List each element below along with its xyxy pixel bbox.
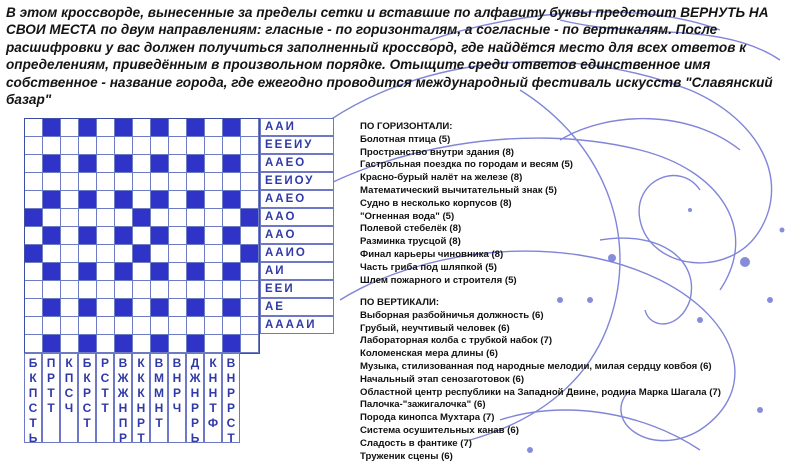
grid-cell-black xyxy=(79,191,97,209)
grid-cell[interactable] xyxy=(97,191,115,209)
vertical-clues-title: ПО ВЕРТИКАЛИ: xyxy=(360,297,440,308)
clue-item: Труженик сцены (6) xyxy=(360,450,453,462)
crossword-grid xyxy=(24,118,260,354)
row-letters: ЕЕЕИУ xyxy=(260,136,334,154)
grid-cell-black xyxy=(223,227,241,245)
grid-cell[interactable] xyxy=(25,317,43,335)
grid-cell-black xyxy=(223,191,241,209)
row-letters: ЕЕИОУ xyxy=(260,172,334,190)
grid-cell-black xyxy=(151,155,169,173)
clue-item: Пространство внутри здания (8) xyxy=(360,146,514,158)
grid-cell-black xyxy=(151,299,169,317)
clue-item: Система осушительных канав (6) xyxy=(360,424,519,436)
grid-cell[interactable] xyxy=(61,173,79,191)
grid-cell-black xyxy=(115,335,133,353)
grid-cell-black xyxy=(151,119,169,137)
grid-cell-black xyxy=(187,227,205,245)
column-letters: К Н Н Т Ф xyxy=(204,353,222,443)
column-letters: К К К Н Р Т xyxy=(132,353,150,443)
grid-cell-black xyxy=(223,119,241,137)
grid-cell[interactable] xyxy=(133,317,151,335)
grid-cell[interactable] xyxy=(187,281,205,299)
grid-cell[interactable] xyxy=(61,245,79,263)
grid-cell[interactable] xyxy=(133,227,151,245)
grid-cell[interactable] xyxy=(97,317,115,335)
grid-cell[interactable] xyxy=(187,173,205,191)
grid-cell[interactable] xyxy=(25,155,43,173)
column-letters: Б К П С Т Ь xyxy=(24,353,42,443)
grid-cell-black xyxy=(241,209,259,227)
grid-cell[interactable] xyxy=(97,119,115,137)
grid-cell[interactable] xyxy=(169,245,187,263)
clue-item: Красно-бурый налёт на железе (8) xyxy=(360,172,523,184)
grid-cell[interactable] xyxy=(241,263,259,281)
grid-cell[interactable] xyxy=(133,155,151,173)
grid-cell[interactable] xyxy=(187,209,205,227)
grid-cell[interactable] xyxy=(79,209,97,227)
grid-cell[interactable] xyxy=(169,137,187,155)
grid-cell[interactable] xyxy=(97,155,115,173)
grid-cell-black xyxy=(187,299,205,317)
column-consonants-list xyxy=(24,353,258,443)
grid-cell-black xyxy=(187,155,205,173)
grid-cell[interactable] xyxy=(169,191,187,209)
grid-cell-black xyxy=(151,335,169,353)
grid-cell[interactable] xyxy=(25,263,43,281)
clue-item: "Огненная вода" (5) xyxy=(360,210,455,222)
instructions-text: В этом кроссворде, вынесенные за пределы сетки и вставшие по алфавиту буквы предстоит ВЕРНУТЬ НА СВОИ МЕСТА по двум направлениям: гласные - по горизонталям, а согласные - по вертикалям. После расшифровки у вас должен получиться заполненный кроссворд, где найдётся место для всех ответов к определениям, приведённым в произвольном порядке. Отыщите среди ответов единственное имя собственное - название города, где ежегодно проводится международный фестиваль искусств "Славянский базар" xyxy=(6,5,773,108)
grid-cell[interactable] xyxy=(205,209,223,227)
row-letters: ААААИ xyxy=(260,316,334,334)
grid-cell[interactable] xyxy=(187,137,205,155)
grid-cell[interactable] xyxy=(205,245,223,263)
grid-cell[interactable] xyxy=(115,317,133,335)
column-letters: Р С Т Т xyxy=(96,353,114,443)
grid-cell[interactable] xyxy=(241,137,259,155)
grid-cell[interactable] xyxy=(205,173,223,191)
clue-item: Сладость в фантике (7) xyxy=(360,437,472,449)
grid-cell[interactable] xyxy=(241,191,259,209)
grid-cell[interactable] xyxy=(241,299,259,317)
grid-cell-black xyxy=(43,263,61,281)
grid-cell[interactable] xyxy=(151,245,169,263)
grid-cell[interactable] xyxy=(79,245,97,263)
grid-cell[interactable] xyxy=(25,173,43,191)
clue-item: Разминка трусцой (8) xyxy=(360,236,461,248)
grid-cell[interactable] xyxy=(205,227,223,245)
grid-cell[interactable] xyxy=(115,245,133,263)
grid-cell-black xyxy=(43,299,61,317)
grid-cell-black xyxy=(43,119,61,137)
grid-cell-black xyxy=(151,191,169,209)
clue-item: Начальный этап сенозаготовок (6) xyxy=(360,373,525,385)
grid-cell[interactable] xyxy=(97,137,115,155)
clue-item: Математический вычитательный знак (5) xyxy=(360,184,557,196)
grid-cell[interactable] xyxy=(43,281,61,299)
grid-cell-black xyxy=(187,263,205,281)
grid-cell[interactable] xyxy=(97,245,115,263)
grid-cell[interactable] xyxy=(79,137,97,155)
grid-cell[interactable] xyxy=(241,119,259,137)
row-letters: АИ xyxy=(260,262,334,280)
clue-item: Шлем пожарного и строителя (5) xyxy=(360,274,517,286)
grid-cell[interactable] xyxy=(97,227,115,245)
grid-cell[interactable] xyxy=(169,173,187,191)
grid-cell[interactable] xyxy=(223,209,241,227)
grid-cell[interactable] xyxy=(205,155,223,173)
grid-cell-black xyxy=(133,245,151,263)
grid-cell-black xyxy=(79,155,97,173)
grid-cell-black xyxy=(43,335,61,353)
grid-cell[interactable] xyxy=(133,191,151,209)
grid-cell[interactable] xyxy=(241,317,259,335)
grid-cell[interactable] xyxy=(205,263,223,281)
grid-cell-black xyxy=(115,119,133,137)
clue-item: Палочка-"зажигалочка" (6) xyxy=(360,399,486,411)
row-letters: ААО xyxy=(260,226,334,244)
grid-cell[interactable] xyxy=(25,137,43,155)
grid-cell[interactable] xyxy=(25,227,43,245)
grid-cell[interactable] xyxy=(61,227,79,245)
grid-cell[interactable] xyxy=(115,209,133,227)
grid-cell[interactable] xyxy=(241,155,259,173)
grid-cell[interactable] xyxy=(61,281,79,299)
horizontal-clues-title: ПО ГОРИЗОНТАЛИ: xyxy=(360,121,453,132)
clue-item: Финал карьеры чиновника (8) xyxy=(360,248,504,260)
grid-cell-black xyxy=(187,335,205,353)
grid-cell[interactable] xyxy=(241,281,259,299)
grid-cell[interactable] xyxy=(61,137,79,155)
grid-cell[interactable] xyxy=(43,245,61,263)
grid-cell-black xyxy=(223,335,241,353)
row-letters: ЕЕИ xyxy=(260,280,334,298)
grid-cell-black xyxy=(187,119,205,137)
grid-cell[interactable] xyxy=(25,119,43,137)
grid-cell-black xyxy=(43,155,61,173)
grid-cell-black xyxy=(79,299,97,317)
column-letters: В Н Р Ч xyxy=(168,353,186,443)
grid-cell[interactable] xyxy=(97,263,115,281)
clue-item: Грубый, неучтивый человек (6) xyxy=(360,322,510,334)
grid-cell[interactable] xyxy=(169,317,187,335)
grid-cell[interactable] xyxy=(205,281,223,299)
grid-cell[interactable] xyxy=(61,119,79,137)
grid-cell[interactable] xyxy=(25,335,43,353)
grid-cell[interactable] xyxy=(133,335,151,353)
grid-cell[interactable] xyxy=(223,245,241,263)
grid-cell[interactable] xyxy=(133,281,151,299)
column-letters: Б К Р С Т xyxy=(78,353,96,443)
grid-cell-black xyxy=(79,335,97,353)
grid-cell[interactable] xyxy=(133,299,151,317)
column-letters: В М М Н Т xyxy=(150,353,168,443)
grid-cell[interactable] xyxy=(241,173,259,191)
grid-cell[interactable] xyxy=(223,137,241,155)
grid-cell-black xyxy=(115,263,133,281)
grid-cell[interactable] xyxy=(61,155,79,173)
clue-item: Болотная птица (5) xyxy=(360,133,451,145)
grid-cell[interactable] xyxy=(79,173,97,191)
clue-item: Лабораторная колба с трубкой набок (7) xyxy=(360,335,553,347)
grid-cell[interactable] xyxy=(241,227,259,245)
grid-cell-black xyxy=(25,209,43,227)
grid-cell[interactable] xyxy=(169,119,187,137)
grid-cell-black xyxy=(151,263,169,281)
grid-cell[interactable] xyxy=(25,299,43,317)
grid-cell[interactable] xyxy=(205,119,223,137)
grid-cell[interactable] xyxy=(43,137,61,155)
grid-cell[interactable] xyxy=(61,299,79,317)
column-letters: В Н Р Р С Т xyxy=(222,353,240,443)
grid-cell[interactable] xyxy=(169,281,187,299)
grid-cell[interactable] xyxy=(97,281,115,299)
grid-cell[interactable] xyxy=(133,263,151,281)
grid-cell-black xyxy=(79,119,97,137)
column-letters: В Ж Ж Н П Р xyxy=(114,353,132,443)
grid-cell[interactable] xyxy=(25,281,43,299)
clue-item: Часть гриба под шляпкой (5) xyxy=(360,261,497,273)
grid-cell[interactable] xyxy=(205,335,223,353)
grid-cell-black xyxy=(43,227,61,245)
clue-item: Судно в несколько корпусов (8) xyxy=(360,197,512,209)
clue-item: Полевой стебелёк (8) xyxy=(360,223,462,235)
grid-cell[interactable] xyxy=(151,281,169,299)
horizontal-clues xyxy=(360,121,573,287)
grid-cell-black xyxy=(133,209,151,227)
clue-item: Коломенская мера длины (6) xyxy=(360,348,498,360)
grid-cell[interactable] xyxy=(133,119,151,137)
grid-cell[interactable] xyxy=(115,137,133,155)
grid-cell[interactable] xyxy=(187,245,205,263)
grid-cell[interactable] xyxy=(61,263,79,281)
column-letters: К П С Ч xyxy=(60,353,78,443)
grid-cell-black xyxy=(241,245,259,263)
grid-cell[interactable] xyxy=(223,281,241,299)
clue-item: Музыка, стилизованная под народные мелодии, милая сердцу ковбоя (6) xyxy=(360,360,712,372)
row-letters: АЕ xyxy=(260,298,334,316)
grid-cell[interactable] xyxy=(205,299,223,317)
grid-cell[interactable] xyxy=(169,263,187,281)
grid-cell[interactable] xyxy=(61,317,79,335)
grid-cell[interactable] xyxy=(43,317,61,335)
grid-cell[interactable] xyxy=(43,209,61,227)
grid-cell[interactable] xyxy=(61,191,79,209)
grid-cell[interactable] xyxy=(169,335,187,353)
grid-cell[interactable] xyxy=(97,209,115,227)
row-letters: ААИО xyxy=(260,244,334,262)
vertical-clues xyxy=(360,297,721,463)
grid-cell[interactable] xyxy=(151,173,169,191)
clue-item: Выборная разбойничья должность (6) xyxy=(360,309,544,321)
grid-cell[interactable] xyxy=(133,137,151,155)
grid-cell[interactable] xyxy=(169,299,187,317)
grid-cell[interactable] xyxy=(151,209,169,227)
grid-cell[interactable] xyxy=(43,173,61,191)
grid-cell-black xyxy=(43,191,61,209)
clue-item: Порода кинопса Мухтара (7) xyxy=(360,412,495,424)
grid-cell-black xyxy=(25,245,43,263)
grid-cell-black xyxy=(223,263,241,281)
grid-cell-black xyxy=(223,299,241,317)
grid-cell-black xyxy=(223,155,241,173)
grid-cell-black xyxy=(115,227,133,245)
column-letters: П Р Т Т xyxy=(42,353,60,443)
grid-cell[interactable] xyxy=(187,317,205,335)
grid-cell[interactable] xyxy=(205,317,223,335)
clue-item: Областной центр республики на Западной Двине, родина Марка Шагала (7) xyxy=(360,386,721,398)
grid-cell[interactable] xyxy=(205,191,223,209)
grid-cell[interactable] xyxy=(169,227,187,245)
grid-cell[interactable] xyxy=(115,281,133,299)
row-letters: ААИ xyxy=(260,118,334,136)
grid-cell[interactable] xyxy=(205,137,223,155)
grid-cell[interactable] xyxy=(223,173,241,191)
row-letters: ААЕО xyxy=(260,190,334,208)
column-letters: Д Ж Н Р Р Ь xyxy=(186,353,204,443)
grid-cell[interactable] xyxy=(97,335,115,353)
grid-cell[interactable] xyxy=(151,317,169,335)
row-letters: ААО xyxy=(260,208,334,226)
grid-cell[interactable] xyxy=(133,173,151,191)
grid-cell[interactable] xyxy=(79,317,97,335)
row-letters: ААЕО xyxy=(260,154,334,172)
grid-cell-black xyxy=(79,263,97,281)
grid-cell[interactable] xyxy=(169,209,187,227)
grid-cell[interactable] xyxy=(25,191,43,209)
grid-cell[interactable] xyxy=(79,281,97,299)
clue-item: Гастрольная поездка по городам и весям (5) xyxy=(360,159,573,171)
grid-cell[interactable] xyxy=(115,173,133,191)
grid-cell[interactable] xyxy=(151,137,169,155)
grid-cell[interactable] xyxy=(97,173,115,191)
grid-cell[interactable] xyxy=(61,335,79,353)
grid-cell[interactable] xyxy=(169,155,187,173)
grid-cell-black xyxy=(151,227,169,245)
grid-cell[interactable] xyxy=(97,299,115,317)
grid-cell-black xyxy=(115,299,133,317)
grid-cell-black xyxy=(187,191,205,209)
grid-cell[interactable] xyxy=(61,209,79,227)
row-vowels-list xyxy=(260,118,334,334)
grid-cell-black xyxy=(115,155,133,173)
grid-cell-black xyxy=(79,227,97,245)
grid-cell[interactable] xyxy=(223,317,241,335)
grid-cell[interactable] xyxy=(241,335,259,353)
grid-cell-black xyxy=(115,191,133,209)
